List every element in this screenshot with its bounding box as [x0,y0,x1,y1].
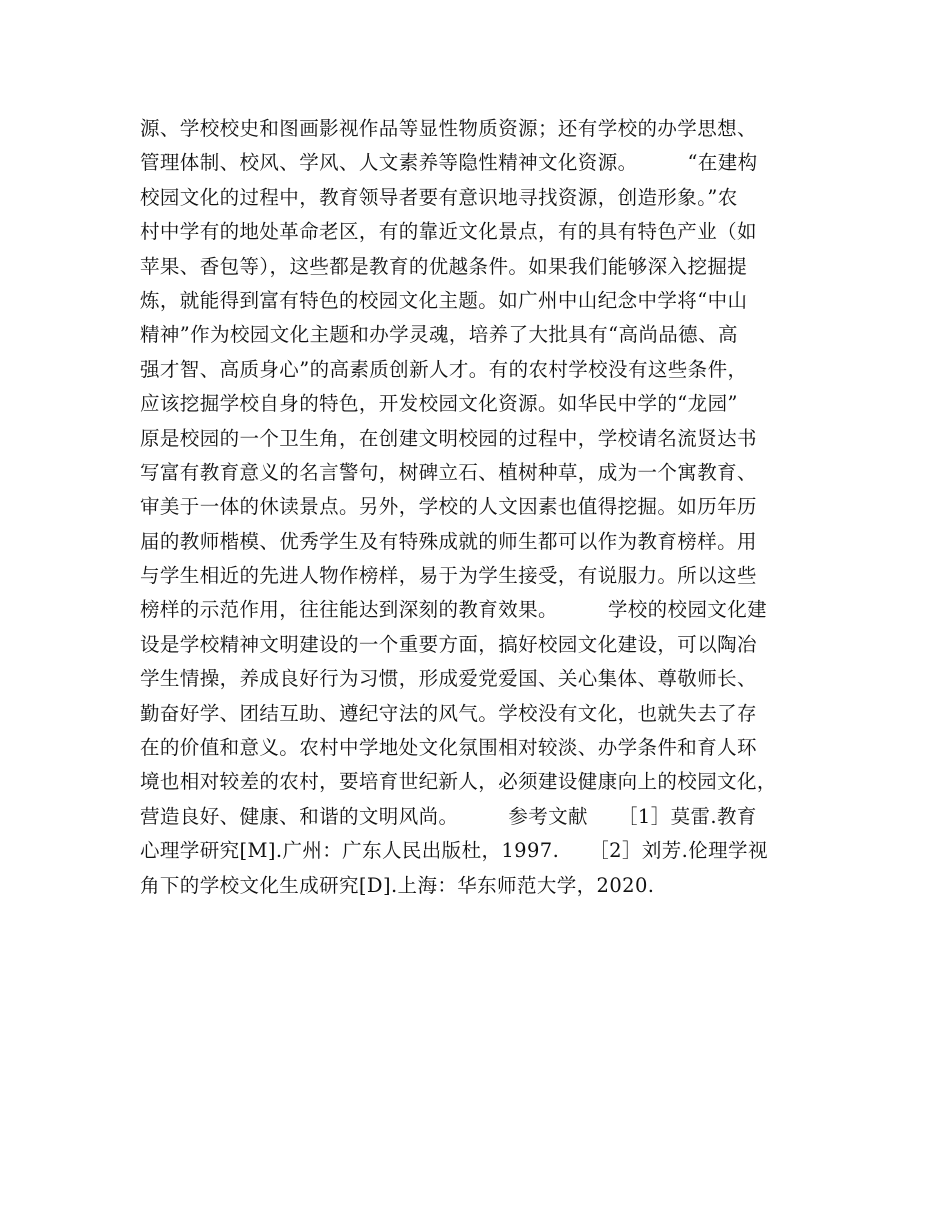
text-line: 校园文化的过程中，教育领导者要有意识地寻找资源，创造形象。”农 [140,185,738,209]
text-line: 应该挖掘学校自身的特色，开发校园文化资源。如华民中学的“龙园” [140,392,738,416]
text-line: 源、学校校史和图画影视作品等显性物质资源；还有学校的办学思想、 [140,117,757,140]
text-line: 村中学有的地处革命老区，有的靠近文化景点，有的具有特色产业（如 [140,220,757,244]
text-line: 精神”作为校园文化主题和办学灵魂，培养了大批具有“高尚品德、高 [140,323,738,347]
text-line: 炼，就能得到富有特色的校园文化主题。如广州中山纪念中学将“中山 [140,288,748,312]
text-line: 在的价值和意义。农村中学地处文化氛围相对较淡、办学条件和育人环 [140,736,757,760]
text-line: 苹果、香包等），这些都是教育的优越条件。如果我们能够深入挖掘提 [140,254,748,278]
text-line: 勤奋好学、团结互助、遵纪守法的风气。学校没有文化，也就失去了存 [140,701,757,725]
text-line: 榜样的示范作用，往往能达到深刻的教育效果。 学校的校园文化建 [140,598,768,622]
reference-line: 角下的学校文化生成研究[D].上海：华东师范大学，2020. [140,873,655,897]
text-line: 设是学校精神文明建设的一个重要方面，搞好校园文化建设，可以陶冶 [140,632,757,656]
body-text [140,112,830,903]
reference-line: 心理学研究[M].广州：广东人民出版杜，1997. ［2］刘芳.伦理学视 [140,839,768,863]
text-line: 学生情操，养成良好行为习惯，形成爱党爱国、关心集体、尊敬师长、 [140,667,757,691]
text-line: 境也相对较差的农村，要培育世纪新人，必须建设健康向上的校园文化， [140,770,777,794]
text-line: 写富有教育意义的名言警句，树碑立石、植树种草，成为一个寓教育、 [140,460,757,484]
text-line: 强才智、高质身心”的高素质创新人才。有的农村学校没有这些条件， [140,357,748,381]
text-line: 原是校园的一个卫生角，在创建文明校园的过程中，学校请名流贤达书 [140,426,757,450]
text-line: 届的教师楷模、优秀学生及有特殊成就的师生都可以作为教育榜样。用 [140,529,757,553]
text-line: 与学生相近的先进人物作榜样，易于为学生接受，有说服力。所以这些 [140,564,757,588]
text-line: 管理体制、校风、学风、人文素养等隐性精神文化资源。 “在建构 [140,151,758,175]
text-line: 营造良好、健康、和谐的文明风尚。 参考文献 ［1］莫雷.教育 [140,804,757,828]
text-line: 审美于一体的休读景点。另外，学校的人文因素也值得挖掘。如历年历 [140,495,757,519]
